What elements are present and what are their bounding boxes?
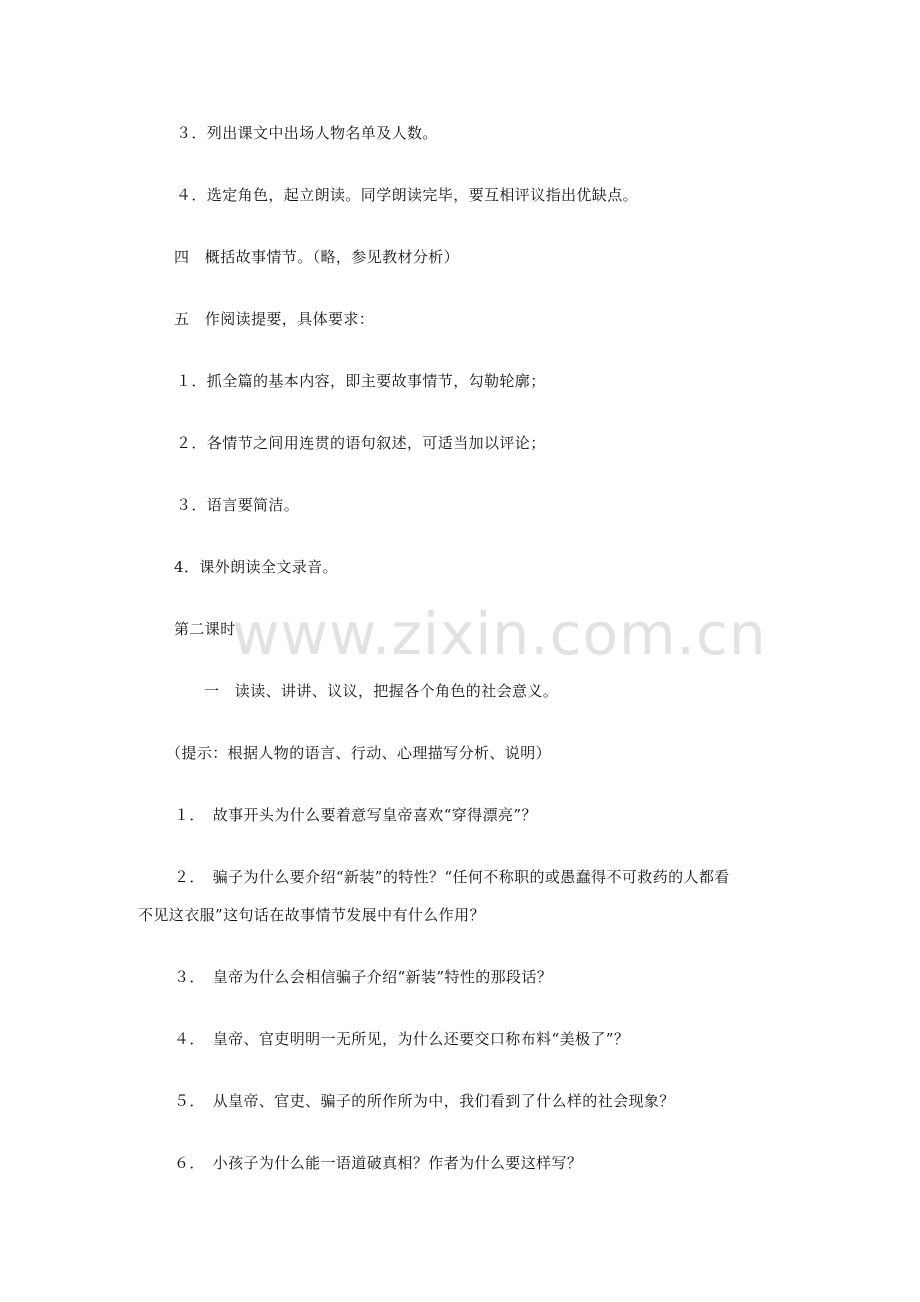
paragraph-line: ４．选定角色，起立朗读。同学朗读完毕，要互相评议指出优缺点。 [176,186,639,204]
question-line: ５． 从皇帝、官吏、骗子的所作所为中，我们看到了什么样的社会现象？ [174,1092,675,1110]
watermark: www.zixin.com.cn [232,600,767,668]
section-heading: 五 作阅读提要，具体要求： [174,310,375,328]
paragraph-line: 4．课外朗读全文录音。 [174,558,338,576]
question-line: ３． 皇帝为什么会相信骗子介绍“新装”特性的那段话？ [174,968,553,986]
question-line: ６． 小孩子为什么能一语道破真相？作者为什么要这样写？ [174,1154,583,1172]
question-line: ４． 皇帝、官吏明明一无所见，为什么还要交口称布料“美极了”？ [174,1030,630,1048]
hint-line: （提示：根据人物的语言、行动、心理描写分析、说明） [166,744,552,762]
question-line: １． 故事开头为什么要着意写皇帝喜欢“穿得漂亮”？ [174,806,537,824]
question-line: 不见这衣服”这句话在故事情节发展中有什么作用？ [138,906,485,924]
lesson-heading: 第二课时 [174,620,236,638]
question-line: ２． 骗子为什么要介绍“新装”的特性？“任何不称职的或愚蠢得不可救药的人都看 [174,868,730,886]
section-heading: 一 读读、讲讲、议议，把握各个角色的社会意义。 [204,682,559,700]
paragraph-line: ２．各情节之间用连贯的语句叙述，可适当加以评论； [176,434,546,452]
paragraph-line: ３．列出课文中出场人物名单及人数。 [176,124,438,142]
paragraph-line: ３．语言要简洁。 [176,496,300,514]
paragraph-line: １．抓全篇的基本内容，即主要故事情节，勾勒轮廓； [176,372,546,390]
section-heading: 四 概括故事情节。（略，参见教材分析） [174,248,460,266]
